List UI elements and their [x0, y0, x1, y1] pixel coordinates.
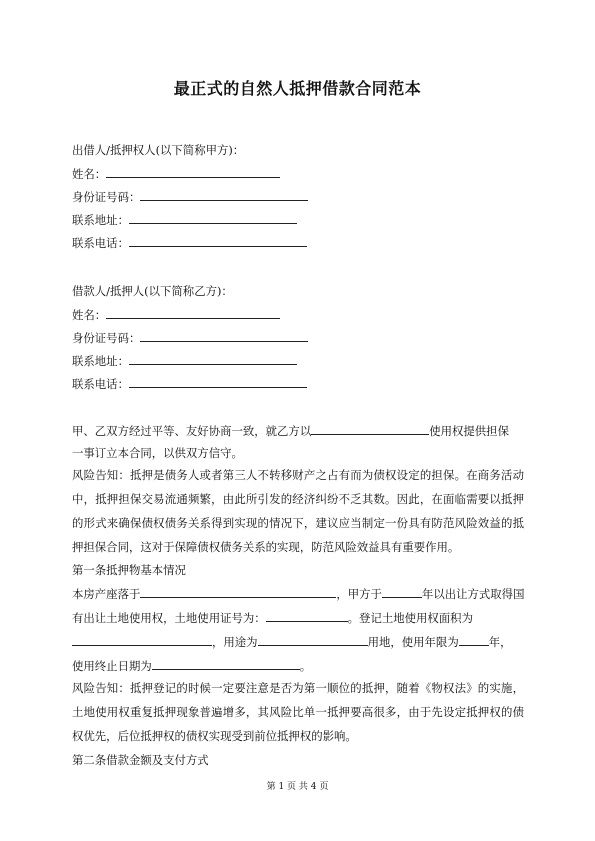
intro-text-2: 使用权提供担保 [429, 424, 509, 438]
article-1-line-3 [72, 634, 512, 649]
land-cert-number-blank[interactable] [266, 610, 348, 622]
party-a-name-label: 姓名： [72, 167, 107, 181]
risk-notice-2: 风险告知：抵押登记的时候一定要注意是否为第一顺位的抵押，随着《物权法》的实施，土地使用权重复抵押现象普遍增多，其风险比单一抵押要高很多，由于先设定抵押权的债权优先，后位抵押权的债权实现受到前位抵押权的影响。 [72, 681, 524, 743]
party-b-id-row [72, 330, 308, 345]
party-a-name-row [72, 166, 280, 181]
a1-text: 。 [299, 659, 312, 673]
party-b-heading: 借款人/抵押人(以下简称乙方)： [72, 284, 233, 298]
party-b-id-blank[interactable] [140, 330, 308, 342]
article-1-line-1 [72, 586, 524, 601]
party-a-phone-blank[interactable] [129, 235, 307, 247]
a1-text: 使用终止日期为 [72, 659, 152, 673]
party-b-address-row [72, 353, 297, 368]
article-1-line-2 [72, 610, 473, 625]
party-a-name-blank[interactable] [106, 166, 280, 178]
party-b-name-label: 姓名： [72, 308, 107, 322]
party-a-address-row [72, 212, 297, 227]
party-b-name-row [72, 307, 280, 322]
party-a-address-label: 联系地址： [72, 213, 129, 227]
party-b-address-label: 联系地址： [72, 354, 129, 368]
a1-text: 用地，使用年限为 [367, 635, 459, 649]
article-2-title: 第二条借款金额及支付方式 [72, 753, 209, 767]
page-footer: 第 1 页 共 4 页 [266, 782, 329, 792]
party-a-phone-label: 联系电话： [72, 236, 129, 250]
collateral-blank[interactable] [311, 423, 429, 435]
a1-text: 年以出让方式取得国 [421, 587, 525, 601]
a1-text: 有出让土地使用权，土地使用证号为： [72, 611, 266, 625]
a1-text: 年， [488, 635, 512, 649]
party-a-heading: 出借人/抵押权人(以下简称甲方)： [72, 143, 245, 157]
land-area-blank[interactable] [72, 634, 212, 646]
party-b-address-blank[interactable] [129, 353, 297, 365]
intro-text-3: 一事订立本合同，以供双方信守。 [72, 446, 243, 460]
a1-text: ，用途为 [212, 635, 258, 649]
document-title: 最正式的自然人抵押借款合同范本 [173, 79, 422, 98]
a1-text: 。登记土地使用权面积为 [347, 611, 473, 625]
intro-text-1: 甲、乙双方经过平等、友好协商一致，就乙方以 [72, 424, 312, 438]
a1-text: ，甲方于 [336, 587, 382, 601]
property-location-blank[interactable] [140, 586, 336, 598]
use-years-blank[interactable] [459, 634, 489, 646]
party-a-id-row [72, 189, 308, 204]
party-b-id-label: 身份证号码： [72, 331, 141, 345]
party-a-id-blank[interactable] [140, 189, 308, 201]
intro-line-1 [72, 423, 509, 438]
party-b-phone-row [72, 376, 307, 391]
party-b-phone-blank[interactable] [129, 376, 307, 388]
acquisition-year-blank[interactable] [382, 586, 422, 598]
party-b-phone-label: 联系电话： [72, 377, 129, 391]
article-1-title: 第一条抵押物基本情况 [72, 563, 186, 577]
article-1-line-4 [72, 658, 311, 673]
party-b-name-blank[interactable] [106, 307, 280, 319]
risk-notice-1: 风险告知：抵押是债务人或者第三人不转移财产之占有而为债权设定的担保。在商务活动中，抵押担保交易流通频繁，由此所引发的经济纠纷不乏其数。因此，在面临需要以抵押的形式来确保债权债务关系得到实现的情况下，建议应当制定一份具有防范风险效益的抵押担保合同，这对于保障债权债务关系的实现，防范风险效益具有重要作用。 [72, 468, 524, 554]
a1-text: 本房产座落于 [72, 587, 141, 601]
end-date-blank[interactable] [152, 658, 300, 670]
party-a-address-blank[interactable] [129, 212, 297, 224]
land-use-blank[interactable] [258, 634, 368, 646]
party-a-phone-row [72, 235, 307, 250]
party-a-id-label: 身份证号码： [72, 190, 141, 204]
